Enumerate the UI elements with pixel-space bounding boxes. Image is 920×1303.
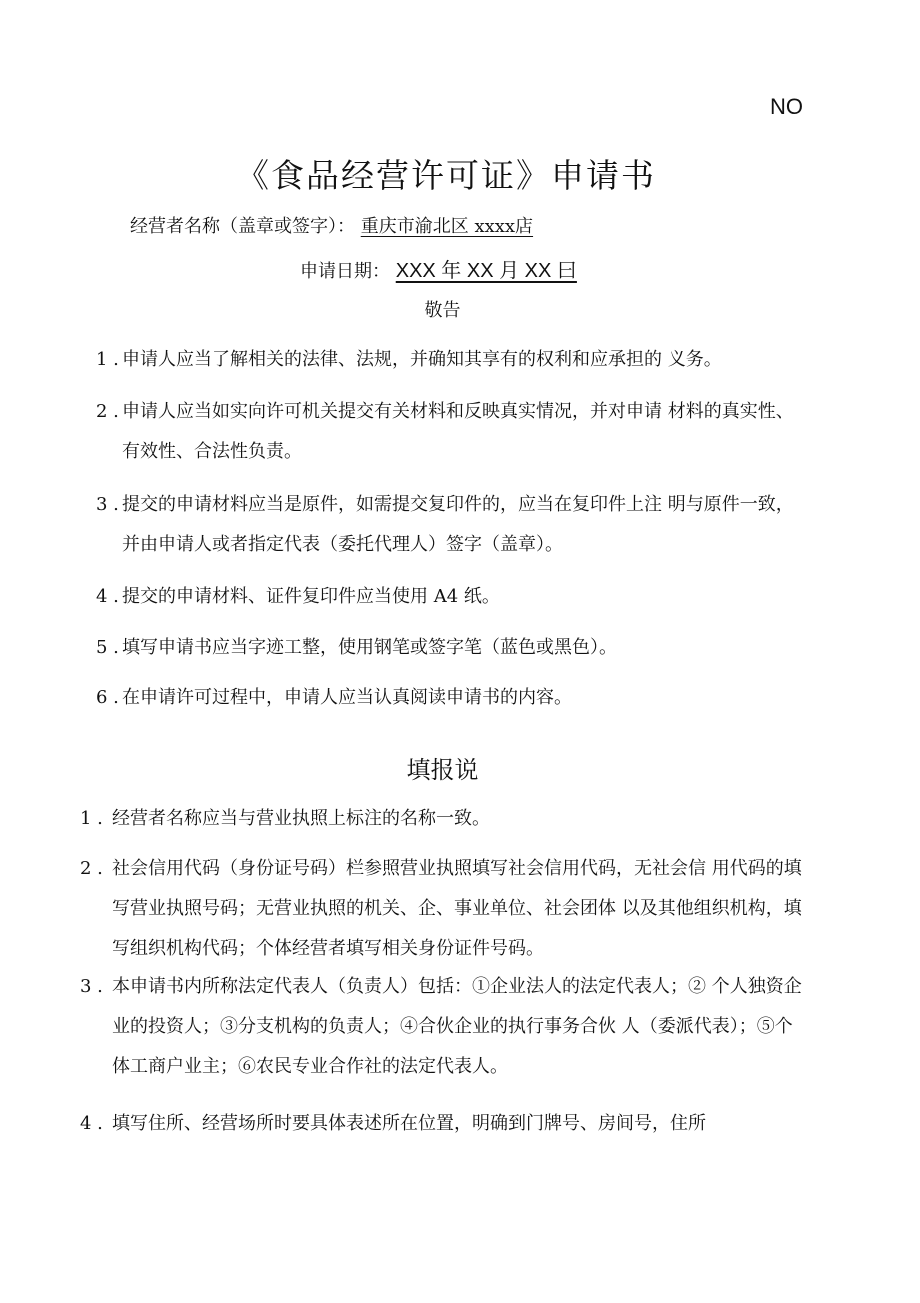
fill-instruction-number: 4 . (80, 1113, 103, 1134)
apply-date-value: XXX 年 XX 月 XX 曰 (395, 260, 577, 282)
notice-item (96, 577, 808, 617)
fill-instruction-item (80, 849, 808, 969)
notice-item-number: 6 . (96, 687, 119, 708)
fill-instruction-item (80, 799, 808, 839)
apply-date-row (300, 254, 577, 283)
notice-heading: 敬告 (424, 300, 461, 321)
fill-instruction-text: 填写住所、经营场所时要具体表述所在位置，明确到门牌号、房间号，住所 (112, 1113, 706, 1134)
notice-item-number: 2 . (96, 401, 119, 422)
fill-instruction-number: 2 . (80, 858, 103, 879)
apply-date-label: 申请日期： (300, 261, 390, 282)
applicant-name-label: 经营者名称（盖章或签字）： (130, 216, 355, 237)
fill-instruction-number: 1 . (80, 808, 103, 829)
fill-instruction-number: 3 . (80, 976, 103, 997)
fill-instructions-heading: 填报说 (406, 756, 479, 784)
notice-item-text: 填写申请书应当字迹工整，使用钢笔或签字笔（蓝色或黑色）。 (122, 637, 617, 658)
notice-item (96, 678, 808, 718)
fill-instruction-text: 经营者名称应当与营业执照上标注的名称一致。 (112, 808, 490, 829)
notice-item-number: 4 . (96, 586, 119, 607)
fill-instruction-item (80, 967, 808, 1087)
notice-item-text: 申请人应当了解相关的法律、法规，并确知其享有的权利和应承担的 义务。 (122, 349, 722, 370)
notice-item (96, 628, 808, 668)
fill-instruction-text: 本申请书内所称法定代表人（负责人）包括：①企业法人的法定代表人；② 个人独资企业的投资人；③分支机构的负责人；④合伙企业的执行事务合伙 人（委派代表）；⑤个体工商户业主；⑥农民专业合作社的法定代表人。 (112, 976, 802, 1077)
document-number-label: NO (770, 94, 803, 119)
notice-item-text: 在申请许可过程中，申请人应当认真阅读申请书的内容。 (122, 687, 572, 708)
notice-item-text: 申请人应当如实向许可机关提交有关材料和反映真实情况，并对申请 材料的真实性、有效性、合法性负责。 (122, 401, 794, 462)
notice-item-number: 5 . (96, 637, 119, 658)
applicant-name-row (130, 212, 533, 238)
notice-item (96, 340, 808, 380)
page-title: 《食品经营许可证》申请书 (236, 156, 656, 195)
fill-instruction-text: 社会信用代码（身份证号码）栏参照营业执照填写社会信用代码，无社会信 用代码的填写营业执照号码；无营业执照的机关、企、事业单位、社会团体 以及其他组织机构，填写组织机构代码；个体经营者填写相关身份证件号码。 (112, 858, 802, 959)
notice-item (96, 392, 808, 472)
notice-item-number: 1 . (96, 349, 119, 370)
fill-instruction-item (80, 1104, 808, 1144)
notice-item-text: 提交的申请材料、证件复印件应当使用 A4 纸。 (122, 586, 500, 607)
notice-item-number: 3 . (96, 494, 119, 515)
applicant-name-value: 重庆市渝北区 xxxx店 (360, 216, 534, 237)
notice-item (96, 485, 808, 565)
notice-item-text: 提交的申请材料应当是原件，如需提交复印件的，应当在复印件上注 明与原件一致，并由申请人或者指定代表（委托代理人）签字（盖章）。 (122, 494, 794, 555)
